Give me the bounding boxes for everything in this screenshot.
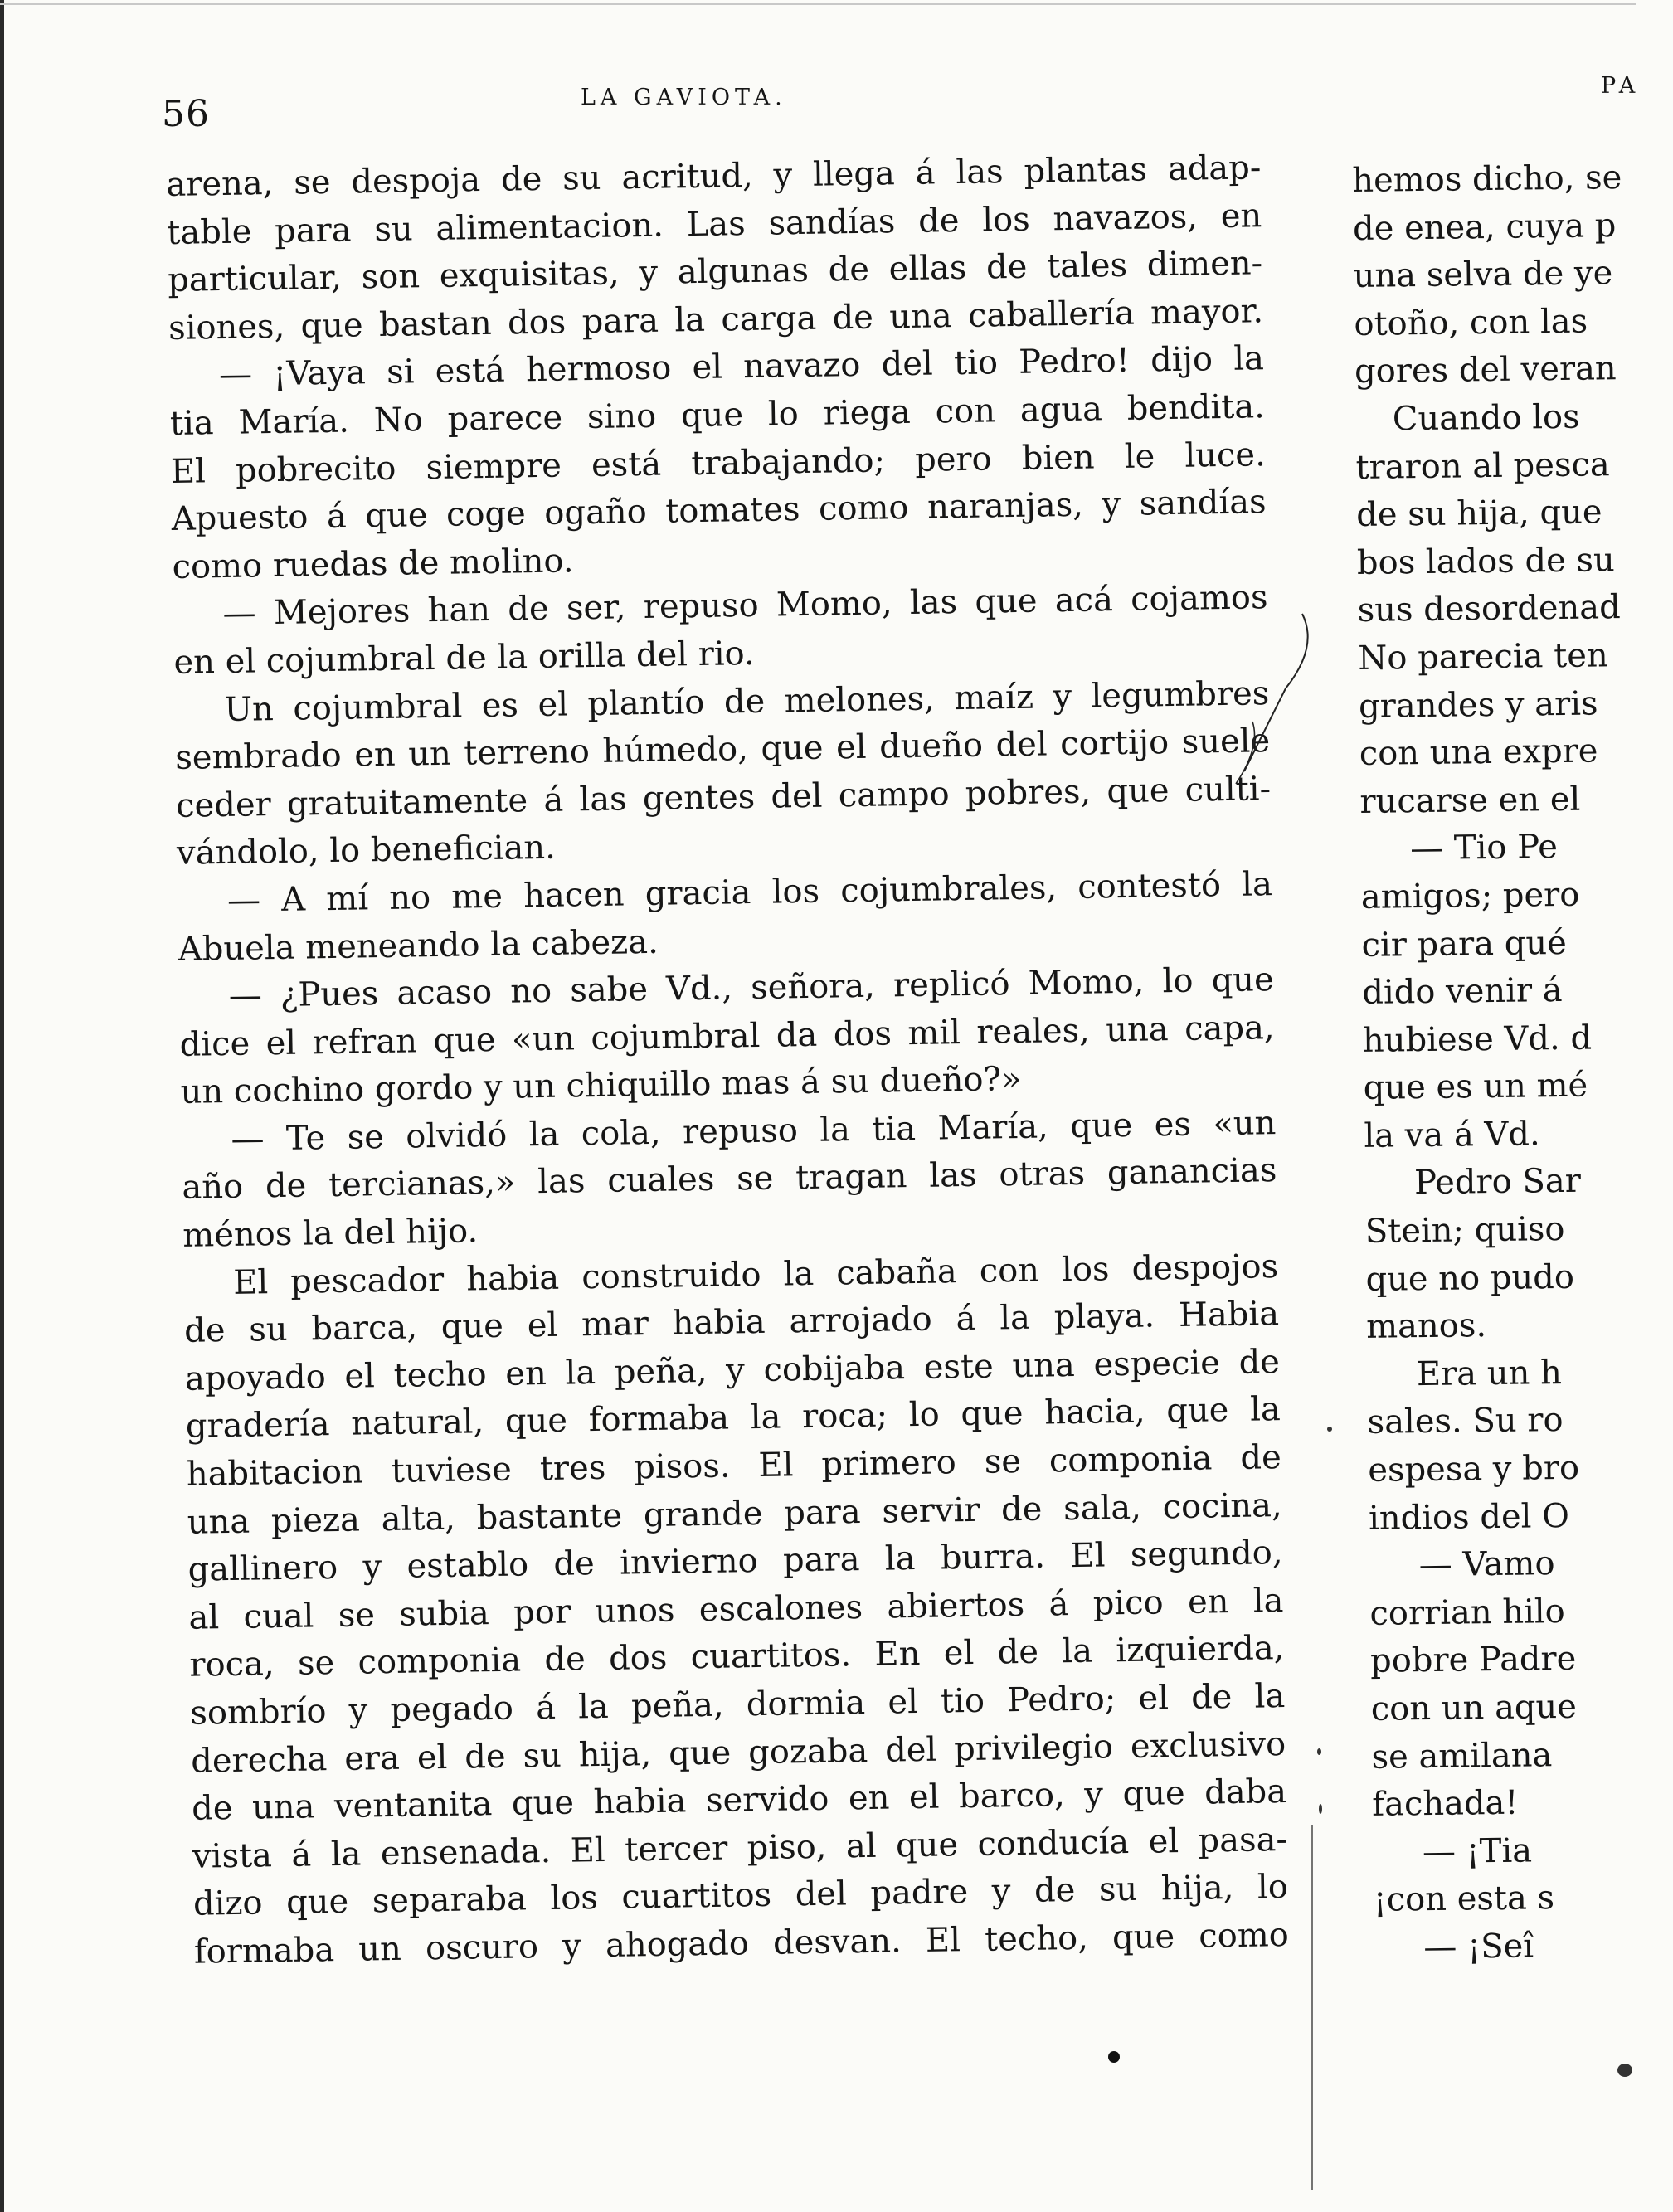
page-gutter-line	[1311, 1825, 1313, 2190]
text-line: que no pudo	[1365, 1257, 1575, 1299]
text-line: de enea, cuya p	[1352, 206, 1617, 248]
running-title: LA GAVIOTA.	[581, 85, 787, 110]
text-line: — ¡Vaya si está hermoso el navazo del tio Pedro! dijo la	[218, 339, 1265, 395]
text-line: Abuela meneando la cabeza.	[178, 922, 659, 969]
text-line: dice el refran que «un cojumbral da dos mil reales, una capa,	[179, 1008, 1275, 1064]
ink-speck	[1617, 2064, 1632, 2077]
text-line: formaba un oscuro y ahogado desvan. El techo, que como	[193, 1915, 1290, 1971]
text-line: Apuesto á que coge ogaño tomates como naranjas, y sandías	[171, 483, 1267, 539]
text-line: vándolo, lo benefician.	[176, 829, 557, 873]
text-line: otoño, con las	[1354, 302, 1588, 343]
text-line: una pieza alta, bastante grande para servir de sala, cocina,	[187, 1485, 1282, 1542]
text-line: fachada!	[1371, 1783, 1519, 1825]
text-line: — ¡Tia	[1422, 1831, 1533, 1871]
text-line: que es un mé	[1363, 1066, 1588, 1108]
text-line: traron al pesca	[1355, 445, 1610, 487]
text-line: dizo que separaba los cuartitos del padre y de su hija, lo	[192, 1868, 1289, 1924]
text-line: gores del veran	[1354, 349, 1617, 391]
text-line: Stein; quiso	[1364, 1210, 1565, 1251]
text-line: bos lados de su	[1356, 540, 1616, 582]
text-line: Pedro Sar	[1413, 1162, 1582, 1203]
text-line: tia María. No parece sino que lo riega con agua bendita.	[169, 387, 1266, 443]
text-line: una selva de ye	[1353, 254, 1613, 296]
top-rule	[0, 3, 1636, 5]
text-line: dido venir á	[1362, 971, 1563, 1013]
right-page-running-title: PA	[1601, 73, 1641, 99]
text-line: roca, se componia de dos cuartitos. En el de la izquierda,	[189, 1629, 1285, 1685]
text-line: table para su alimentacion. Las sandías de los navazos, en	[166, 196, 1262, 252]
text-line: indios del O	[1368, 1496, 1570, 1538]
text-line: de su hija, que	[1355, 493, 1602, 535]
text-line: amigos; pero	[1360, 875, 1580, 916]
ink-speck	[1319, 1804, 1322, 1814]
text-line: gradería natural, que formaba la roca; lo que hacia, que la	[185, 1390, 1281, 1446]
text-line: El pobrecito siempre está trabajando; pero bien le luce.	[170, 435, 1267, 491]
ink-speck	[1327, 1427, 1332, 1432]
text-line: ménos la del hijo.	[182, 1212, 479, 1255]
text-line: Cuando los	[1392, 397, 1580, 439]
text-line: ceder gratuitamente á las gentes del campo pobres, que culti-	[175, 769, 1272, 825]
text-line: con un aque	[1370, 1687, 1578, 1728]
text-line: grandes y aris	[1358, 683, 1598, 726]
text-line: — Vamo	[1418, 1544, 1555, 1585]
text-line: pobre Padre	[1369, 1640, 1577, 1681]
text-line: El pescador habia construido la cabaña con los despojos	[232, 1247, 1279, 1302]
text-line: ¡con esta s	[1373, 1879, 1555, 1920]
text-line: No parecia ten	[1358, 636, 1608, 678]
text-line: en el cojumbral de la orilla del rio.	[173, 634, 756, 682]
text-line: año de tercianas,» las cuales se tragan las otras ganancias	[182, 1151, 1277, 1208]
text-line: — Mejores han de ser, repuso Momo, las que acá cojamos	[222, 578, 1268, 634]
text-line: con una expre	[1359, 732, 1598, 774]
text-line: — ¿Pues acaso no sabe Vd., señora, replicó Momo, lo que	[228, 960, 1275, 1016]
text-line: Un cojumbral es el plantío de melones, maíz y legumbres	[224, 673, 1270, 729]
text-line: sembrado en un terreno húmedo, que el dueño del cortijo suele	[174, 722, 1271, 778]
page-number: 56	[162, 93, 210, 135]
ink-speck	[1317, 1748, 1321, 1755]
text-line: un cochino gordo y un chiquillo mas á su dueño?»	[180, 1060, 1022, 1112]
text-line: la va á Vd.	[1364, 1115, 1540, 1155]
text-line: rucarse en el	[1359, 780, 1581, 821]
text-line: vista á la ensenada. El tercer piso, al que conducía el pasa-	[192, 1820, 1288, 1876]
text-line: de su barca, que el mar habia arrojado á la playa. Habia	[183, 1295, 1280, 1351]
text-line: se amilana	[1371, 1735, 1553, 1777]
text-line: hubiese Vd. d	[1362, 1018, 1593, 1060]
text-line: manos.	[1365, 1306, 1487, 1347]
text-line: — ¡Seî	[1423, 1927, 1534, 1967]
text-line: derecha era el de su hija, que gozaba del privilegio exclusivo	[190, 1724, 1286, 1781]
text-line: — Te se olvidó la cola, repuso la tia María, que es «un	[231, 1103, 1277, 1159]
margin-pen-stroke	[1219, 597, 1319, 796]
text-line: gallinero y establo de invierno para la burra. El segundo,	[187, 1534, 1283, 1590]
text-line: siones, que bastan dos para la carga de una caballería mayor.	[168, 292, 1264, 348]
text-line: apoyado el techo en la peña, y cobijaba este una especie de	[184, 1342, 1281, 1398]
text-line: hemos dicho, se	[1352, 158, 1622, 200]
text-line: particular, son exquisitas, y algunas de ellas de tales dimen-	[167, 244, 1263, 300]
text-line: al cual se subia por unos escalones abiertos á pico en la	[188, 1581, 1284, 1637]
text-line: cir para qué	[1361, 923, 1568, 965]
text-line: espesa y bro	[1368, 1448, 1580, 1490]
text-line: sus desordenad	[1357, 588, 1621, 630]
text-line: Era un h	[1416, 1353, 1563, 1393]
text-line: arena, se despoja de su acritud, y llega á las plantas adap-	[166, 148, 1262, 204]
text-line: sales. Su ro	[1367, 1401, 1564, 1442]
text-line: de una ventanita que habia servido en el barco, y que daba	[191, 1772, 1287, 1828]
ink-dot	[1108, 2051, 1120, 2063]
text-line: corrian hilo	[1369, 1592, 1565, 1633]
text-line: como ruedas de molino.	[172, 542, 574, 586]
text-line: habitacion tuviese tres pisos. El primero se componia de	[186, 1438, 1282, 1494]
text-line: sombrío y pegado á la peña, dormia el tio Pedro; el de la	[190, 1677, 1286, 1733]
text-line: — Tio Pe	[1409, 828, 1559, 868]
main-text-column	[166, 144, 1289, 1976]
page-binding-edge	[0, 0, 4, 2212]
facing-page-text-column	[1352, 154, 1673, 1973]
text-line: — A mí no me hacen gracia los cojumbrales, contestó la	[226, 865, 1273, 920]
